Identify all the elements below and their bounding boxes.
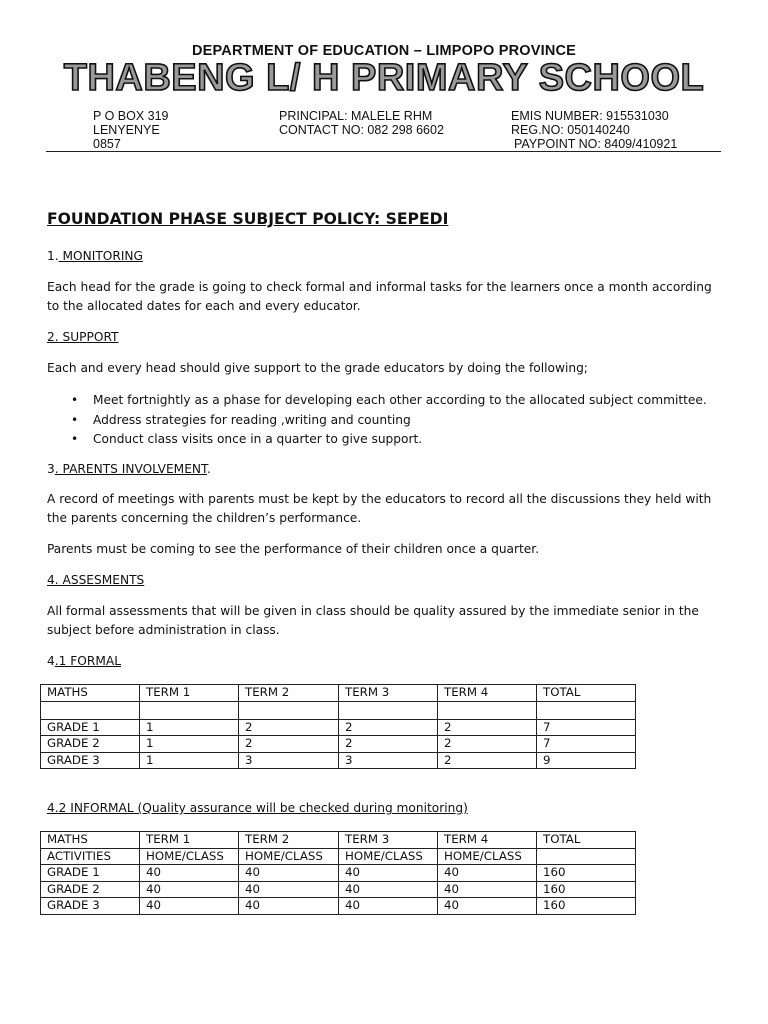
table-header-cell: TERM 1 [140,685,239,702]
school-name: THABENG L/ H PRIMARY SCHOOL [63,57,705,99]
paypoint-number: PAYPOINT NO: 8409/410921 [514,137,678,151]
table-cell: 40 [339,865,438,882]
bullet-text: Conduct class visits once in a quarter to give support. [93,432,423,446]
table-header-cell: TERM 3 [339,832,438,849]
table-header-cell: TOTAL [537,685,636,702]
support-intro: Each and every head should give support to the grade educators by doing the following; [47,361,588,375]
table-header-cell: TERM 2 [239,685,339,702]
table-row [41,719,636,736]
section-heading-informal: 4.2 INFORMAL (Quality assurance will be checked during monitoring) [47,801,468,815]
bullet-icon: • [71,412,79,427]
principal-block [279,109,444,137]
table-cell: 40 [239,865,339,882]
table-cell: 40 [438,865,537,882]
table-row [41,898,636,915]
table-header-cell: TERM 4 [438,685,537,702]
table-cell: 2 [438,752,537,769]
support-bullet-list [47,391,707,450]
section-heading-monitoring [47,249,143,263]
table-header-row [41,832,636,849]
section-number: 3 [47,462,55,476]
table-cell: 40 [239,881,339,898]
emis-number: EMIS NUMBER: 915531030 [511,109,669,123]
table-cell: 1 [140,736,239,753]
table-cell [41,701,140,719]
monitoring-text: Each head for the grade is going to check formal and informal tasks for the learners once a month according to the allocated dates for each and every educator. [47,280,712,313]
table-cell: HOME/CLASS [140,848,239,865]
list-item [47,391,707,411]
table-cell: 40 [140,865,239,882]
table-cell: GRADE 1 [41,719,140,736]
table-cell: 3 [239,752,339,769]
table-header-cell: TERM 4 [438,832,537,849]
section-trailing: . [207,462,211,476]
address-line: 0857 [93,137,121,151]
table-cell: 40 [140,881,239,898]
table-cell: GRADE 3 [41,898,140,915]
table-cell: 7 [537,719,636,736]
section-heading-support: 2. SUPPORT [47,330,119,344]
table-cell [140,701,239,719]
parents-text: A record of meetings with parents must be kept by the educators to record all the discussions they held with the parents concerning the children’s performance. [47,492,712,525]
bullet-icon: • [71,393,79,407]
table-cell: HOME/CLASS [239,848,339,865]
table-header-cell: TERM 3 [339,685,438,702]
table-cell: 2 [438,719,537,736]
informal-assessment-table [40,831,636,915]
bullet-text: Address strategies for reading ,writing and counting [93,412,411,427]
table-cell: GRADE 2 [41,881,140,898]
document-title: FOUNDATION PHASE SUBJECT POLICY: SEPEDI [47,210,449,228]
section-heading-formal [47,654,121,668]
table-cell: 9 [537,752,636,769]
table-blank-row [41,701,636,719]
table-cell: 2 [339,719,438,736]
table-header-cell: TOTAL [537,832,636,849]
table-header-cell: TERM 1 [140,832,239,849]
section-number: 4 [47,654,55,668]
table-cell: 2 [438,736,537,753]
table-cell: 40 [339,898,438,915]
registration-block [511,109,677,151]
principal-name: PRINCIPAL: MALELE RHM [279,109,433,123]
header-divider [46,151,721,152]
table-cell: GRADE 3 [41,752,140,769]
section-heading-parents [47,462,211,476]
table-row [41,752,636,769]
table-cell: GRADE 1 [41,865,140,882]
table-cell: 40 [239,898,339,915]
table-row [41,865,636,882]
bullet-text: Meet fortnightly as a phase for developing each other according to the allocated subject committee. [93,393,707,407]
reg-number: REG.NO: 050140240 [511,123,630,137]
table-header-cell: TERM 2 [239,832,339,849]
section-number: 1. [47,249,59,263]
list-item [47,430,707,450]
department-heading: DEPARTMENT OF EDUCATION – LIMPOPO PROVINCE [191,43,577,59]
formal-assessment-table [40,684,636,769]
table-cell: ACTIVITIES [41,848,140,865]
table-cell [537,848,636,865]
table-cell: 2 [239,719,339,736]
table-cell: 2 [239,736,339,753]
list-item [47,411,707,431]
table-row [41,881,636,898]
table-cell: 7 [537,736,636,753]
table-cell [239,701,339,719]
table-header-row [41,685,636,702]
section-title: . PARENTS INVOLVEMENT [54,462,208,476]
table-subheader-row [41,848,636,865]
address-block [93,109,169,151]
table-cell: 3 [339,752,438,769]
table-cell [438,701,537,719]
table-header-cell: MATHS [41,685,140,702]
assessments-text: All formal assessments that will be given in class should be quality assured by the immediate senior in the subject before administration in class. [47,604,699,637]
section-heading-assessments: 4. ASSESMENTS [47,573,145,587]
table-cell: 40 [438,898,537,915]
address-line: P O BOX 319 [93,109,169,123]
bullet-icon: • [71,432,79,446]
table-cell: 2 [339,736,438,753]
table-cell: HOME/CLASS [438,848,537,865]
table-cell: 40 [438,881,537,898]
table-cell: GRADE 2 [41,736,140,753]
table-cell: 1 [140,752,239,769]
table-cell: 160 [537,881,636,898]
section-title: MONITORING [58,249,143,263]
table-cell: 1 [140,719,239,736]
table-cell: 160 [537,898,636,915]
parents-text-2: Parents must be coming to see the performance of their children once a quarter. [47,542,540,556]
table-cell: HOME/CLASS [339,848,438,865]
table-row [41,736,636,753]
table-cell: 40 [140,898,239,915]
table-header-cell: MATHS [41,832,140,849]
table-cell [537,701,636,719]
table-cell [339,701,438,719]
contact-number: CONTACT NO: 082 298 6602 [279,123,444,137]
section-title: .1 FORMAL [54,654,121,668]
address-line: LENYENYE [93,123,160,137]
table-cell: 160 [537,865,636,882]
table-cell: 40 [339,881,438,898]
